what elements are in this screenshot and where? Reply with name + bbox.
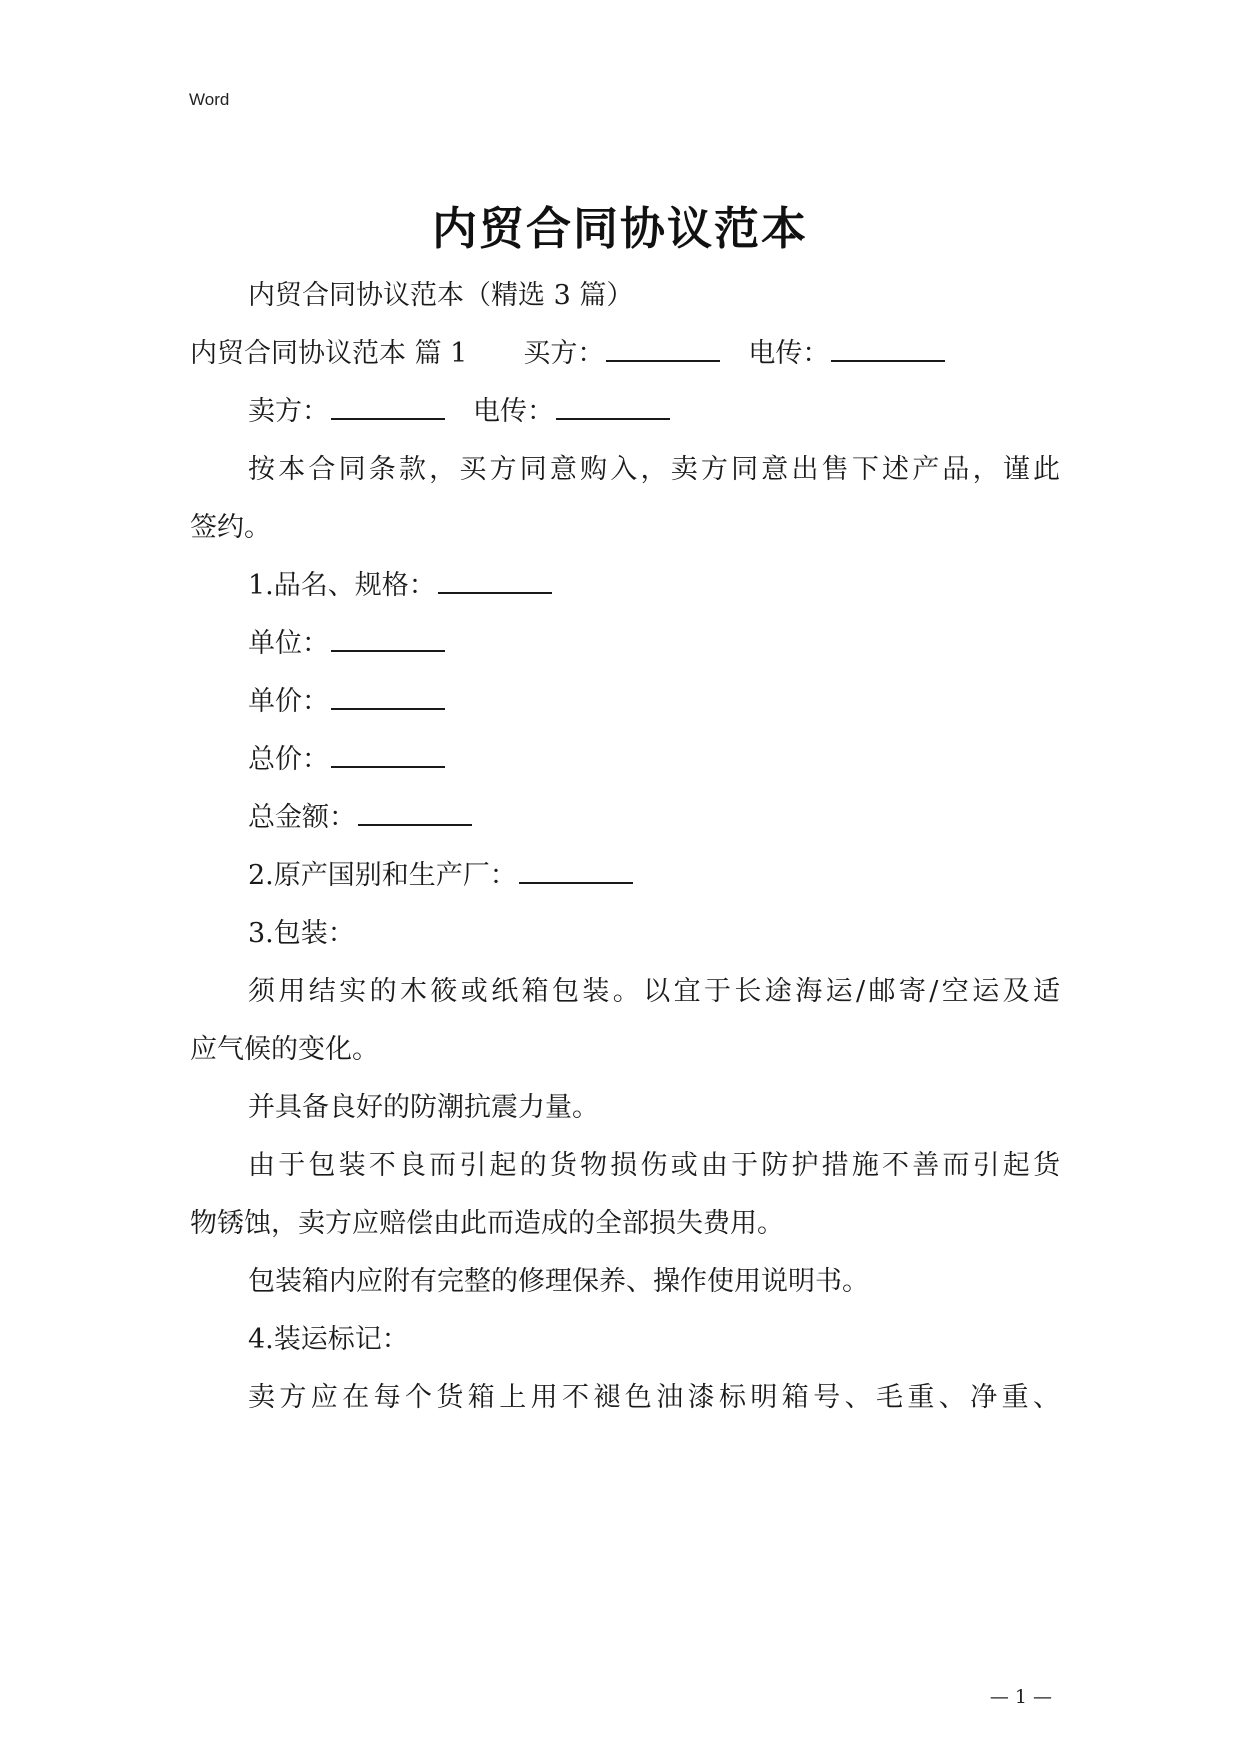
packing-p3-line-2: 物锈蚀，卖方应赔偿由此而造成的全部损失费用。 [190,1208,784,1239]
buyer-blank [606,336,720,362]
item-unit-price-blank [331,684,445,710]
item-name-spec-label: 1.品名、规格： [248,570,436,601]
buyer-label: 买方： [523,338,605,369]
packing-p4: 包装箱内应附有完整的修理保养、操作使用说明书。 [248,1266,869,1297]
packing-p2: 并具备良好的防潮抗震力量。 [248,1092,599,1123]
buyer-line [190,334,1060,374]
item-unit-label: 单位： [248,628,329,659]
item-unit-price-label: 单价： [248,686,329,717]
packing-heading: 3.包装： [248,918,355,949]
marking-line-1: 卖方应在每个货箱上用不褪色油漆标明箱号、毛重、净重、 [248,1382,1060,1413]
page-number: — 1 — [989,1686,1052,1708]
intro-line-1: 按本合同条款，买方同意购入，卖方同意出售下述产品，谨此 [248,454,1060,485]
item-unit-price [248,682,1060,722]
document-title: 内贸合同协议范本 [431,202,808,255]
item-total-price-blank [331,742,445,768]
item-name-spec [248,566,1060,606]
seller-label: 卖方： [248,396,329,427]
intro-line-2: 签约。 [190,512,271,543]
item-total-amount-label: 总金额： [248,802,356,833]
item-total-price [248,740,1060,780]
packing-p1-line-2: 应气候的变化。 [190,1034,379,1065]
item-origin-label: 2.原产国别和生产厂： [248,860,517,891]
buyer-tel-label: 电传： [748,338,830,369]
item-unit-blank [331,626,445,652]
item-total-price-label: 总价： [248,744,329,775]
item-origin [248,856,1060,896]
subtitle: 内贸合同协议范本（精选 3 篇） [248,280,634,311]
item-origin-blank [519,858,633,884]
item-total-amount [248,798,1060,838]
seller-tel-blank [556,394,670,420]
buyer-tel-blank [831,336,945,362]
marking-heading: 4.装运标记： [248,1324,409,1355]
seller-tel-label: 电传： [473,396,554,427]
packing-p3-line-1: 由于包装不良而引起的货物损伤或由于防护措施不善而引起货 [248,1150,1060,1181]
item-total-amount-blank [358,800,472,826]
seller-line [248,392,1060,432]
header-word-label: Word [189,90,230,109]
seller-blank [331,394,445,420]
item-unit [248,624,1060,664]
item-name-spec-blank [438,568,552,594]
contract-heading: 内贸合同协议范本 篇 1 [190,338,468,369]
packing-p1-line-1: 须用结实的木筱或纸箱包装。以宜于长途海运/邮寄/空运及适 [248,976,1060,1007]
